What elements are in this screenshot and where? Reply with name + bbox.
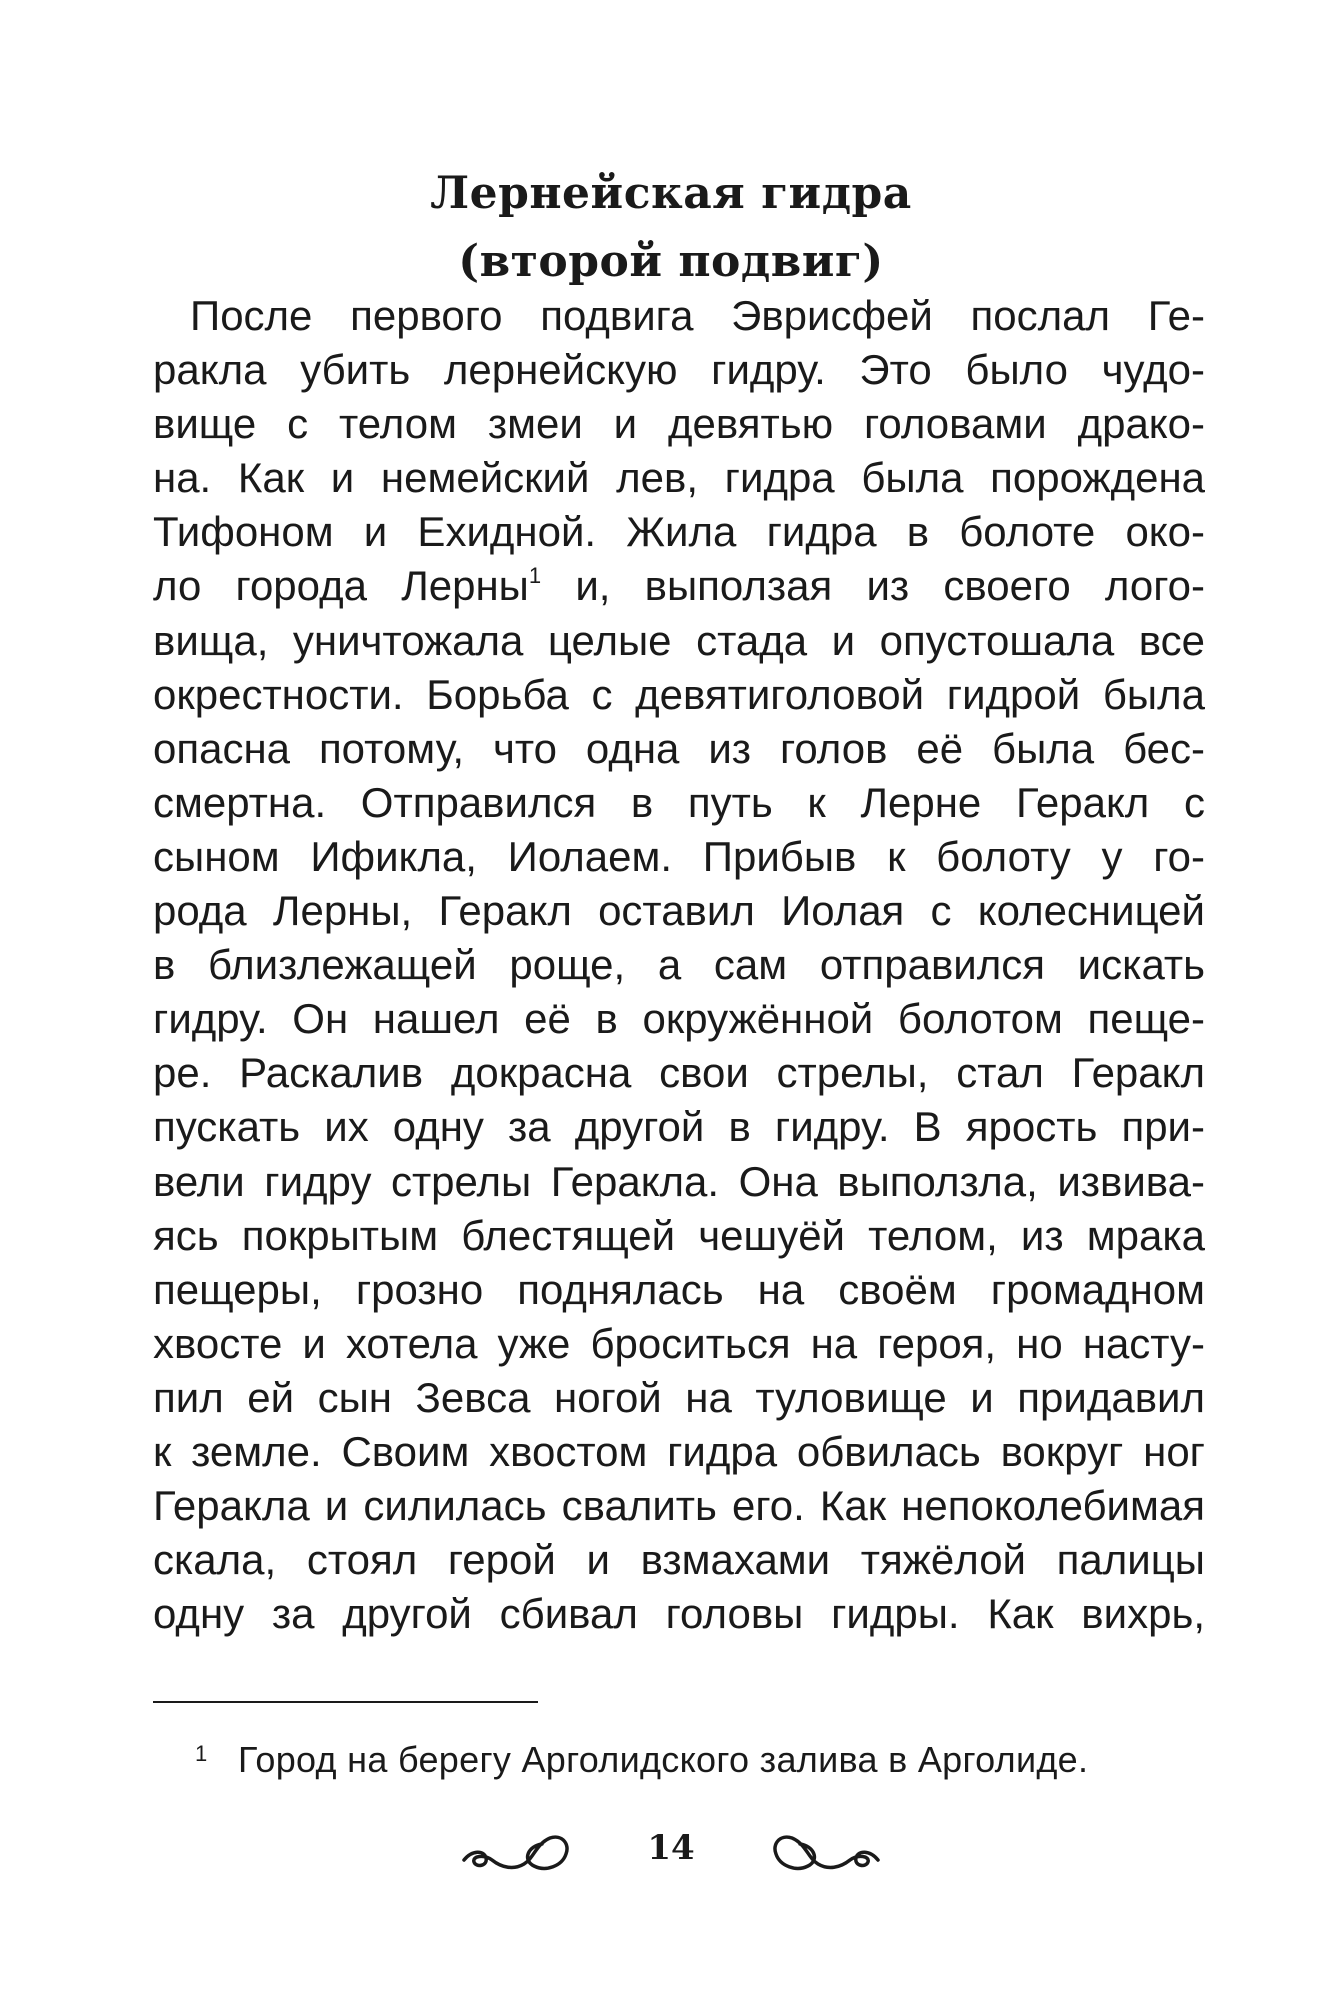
text-line: ракла убить лернейскую гидру. Это было чудо- xyxy=(153,346,1205,394)
footnote-divider xyxy=(153,1701,538,1703)
text-line: вище с телом змеи и девятью головами драко- xyxy=(153,400,1205,448)
text-line: одну за другой сбивал головы гидры. Как вихрь, xyxy=(153,1590,1205,1638)
text-line: пускать их одну за другой в гидру. В ярость при- xyxy=(153,1103,1205,1151)
text-line: смертна. Отправился в путь к Лерне Геракл с xyxy=(153,778,1205,826)
text-line: После первого подвига Эврисфей послал Ге- xyxy=(190,292,1205,339)
page-number: 14 xyxy=(647,1828,695,1868)
text-line: ясь покрытым блестящей чешуёй телом, из мрака xyxy=(153,1211,1205,1259)
text-line: сыном Ификла, Иолаем. Прибыв к болоту у го- xyxy=(153,832,1205,880)
text-line: пил ей сын Зевса ногой на туловище и придавил xyxy=(153,1373,1205,1421)
chapter-title-line-2: (второй подвиг) xyxy=(458,236,884,287)
page-folio xyxy=(0,1820,1342,1880)
left-flourish-icon xyxy=(462,1820,572,1876)
text-line-head: ло города Лерны xyxy=(153,562,529,610)
text-line: гидру. Он нашел её в окружённой болотом пеще- xyxy=(153,995,1205,1043)
text-line: к земле. Своим хвостом гидра обвилась вокруг ног xyxy=(153,1427,1205,1475)
text-line: Тифоном и Ехидной. Жила гидра в болоте око- xyxy=(153,508,1205,556)
text-line: опасна потому, что одна из голов её была бес- xyxy=(153,724,1205,772)
text-line: хвосте и хотела уже броситься на героя, но насту- xyxy=(153,1319,1205,1367)
text-line: пещеры, грозно поднялась на своём громадном xyxy=(153,1265,1205,1313)
text-line: окрестности. Борьба с девятиголовой гидрой была xyxy=(153,670,1205,718)
footnote-marker: 1 xyxy=(195,1741,208,1766)
text-line: вели гидру стрелы Геракла. Она выползла, извива- xyxy=(153,1157,1205,1205)
text-line-with-note xyxy=(153,559,1205,613)
text-line: ре. Раскалив докрасна свои стрелы, стал Геракл xyxy=(153,1049,1205,1097)
chapter-title xyxy=(0,160,1342,296)
text-line: вища, уничтожала целые стада и опустошала все xyxy=(153,616,1205,664)
text-line-tail: и, выползая из своего лого- xyxy=(541,562,1205,610)
text-line: скала, стоял герой и взмахами тяжёлой палицы xyxy=(153,1536,1205,1584)
text-line: в близлежащей роще, а сам отправился искать xyxy=(153,941,1205,989)
text-line: на. Как и немейский лев, гидра была порождена xyxy=(153,454,1205,502)
right-flourish-icon xyxy=(770,1820,880,1876)
footnote-reference: 1 xyxy=(528,563,542,589)
text-line: рода Лерны, Геракл оставил Иолая с колесницей xyxy=(153,887,1205,935)
chapter-title-line-1: Лернейская гидра xyxy=(430,168,912,219)
main-text xyxy=(153,289,1205,1641)
text-line: Геракла и силилась свалить его. Как непоколебимая xyxy=(153,1482,1205,1530)
footnote-text: Город на берегу Арголидского залива в Арголиде. xyxy=(238,1739,1089,1780)
